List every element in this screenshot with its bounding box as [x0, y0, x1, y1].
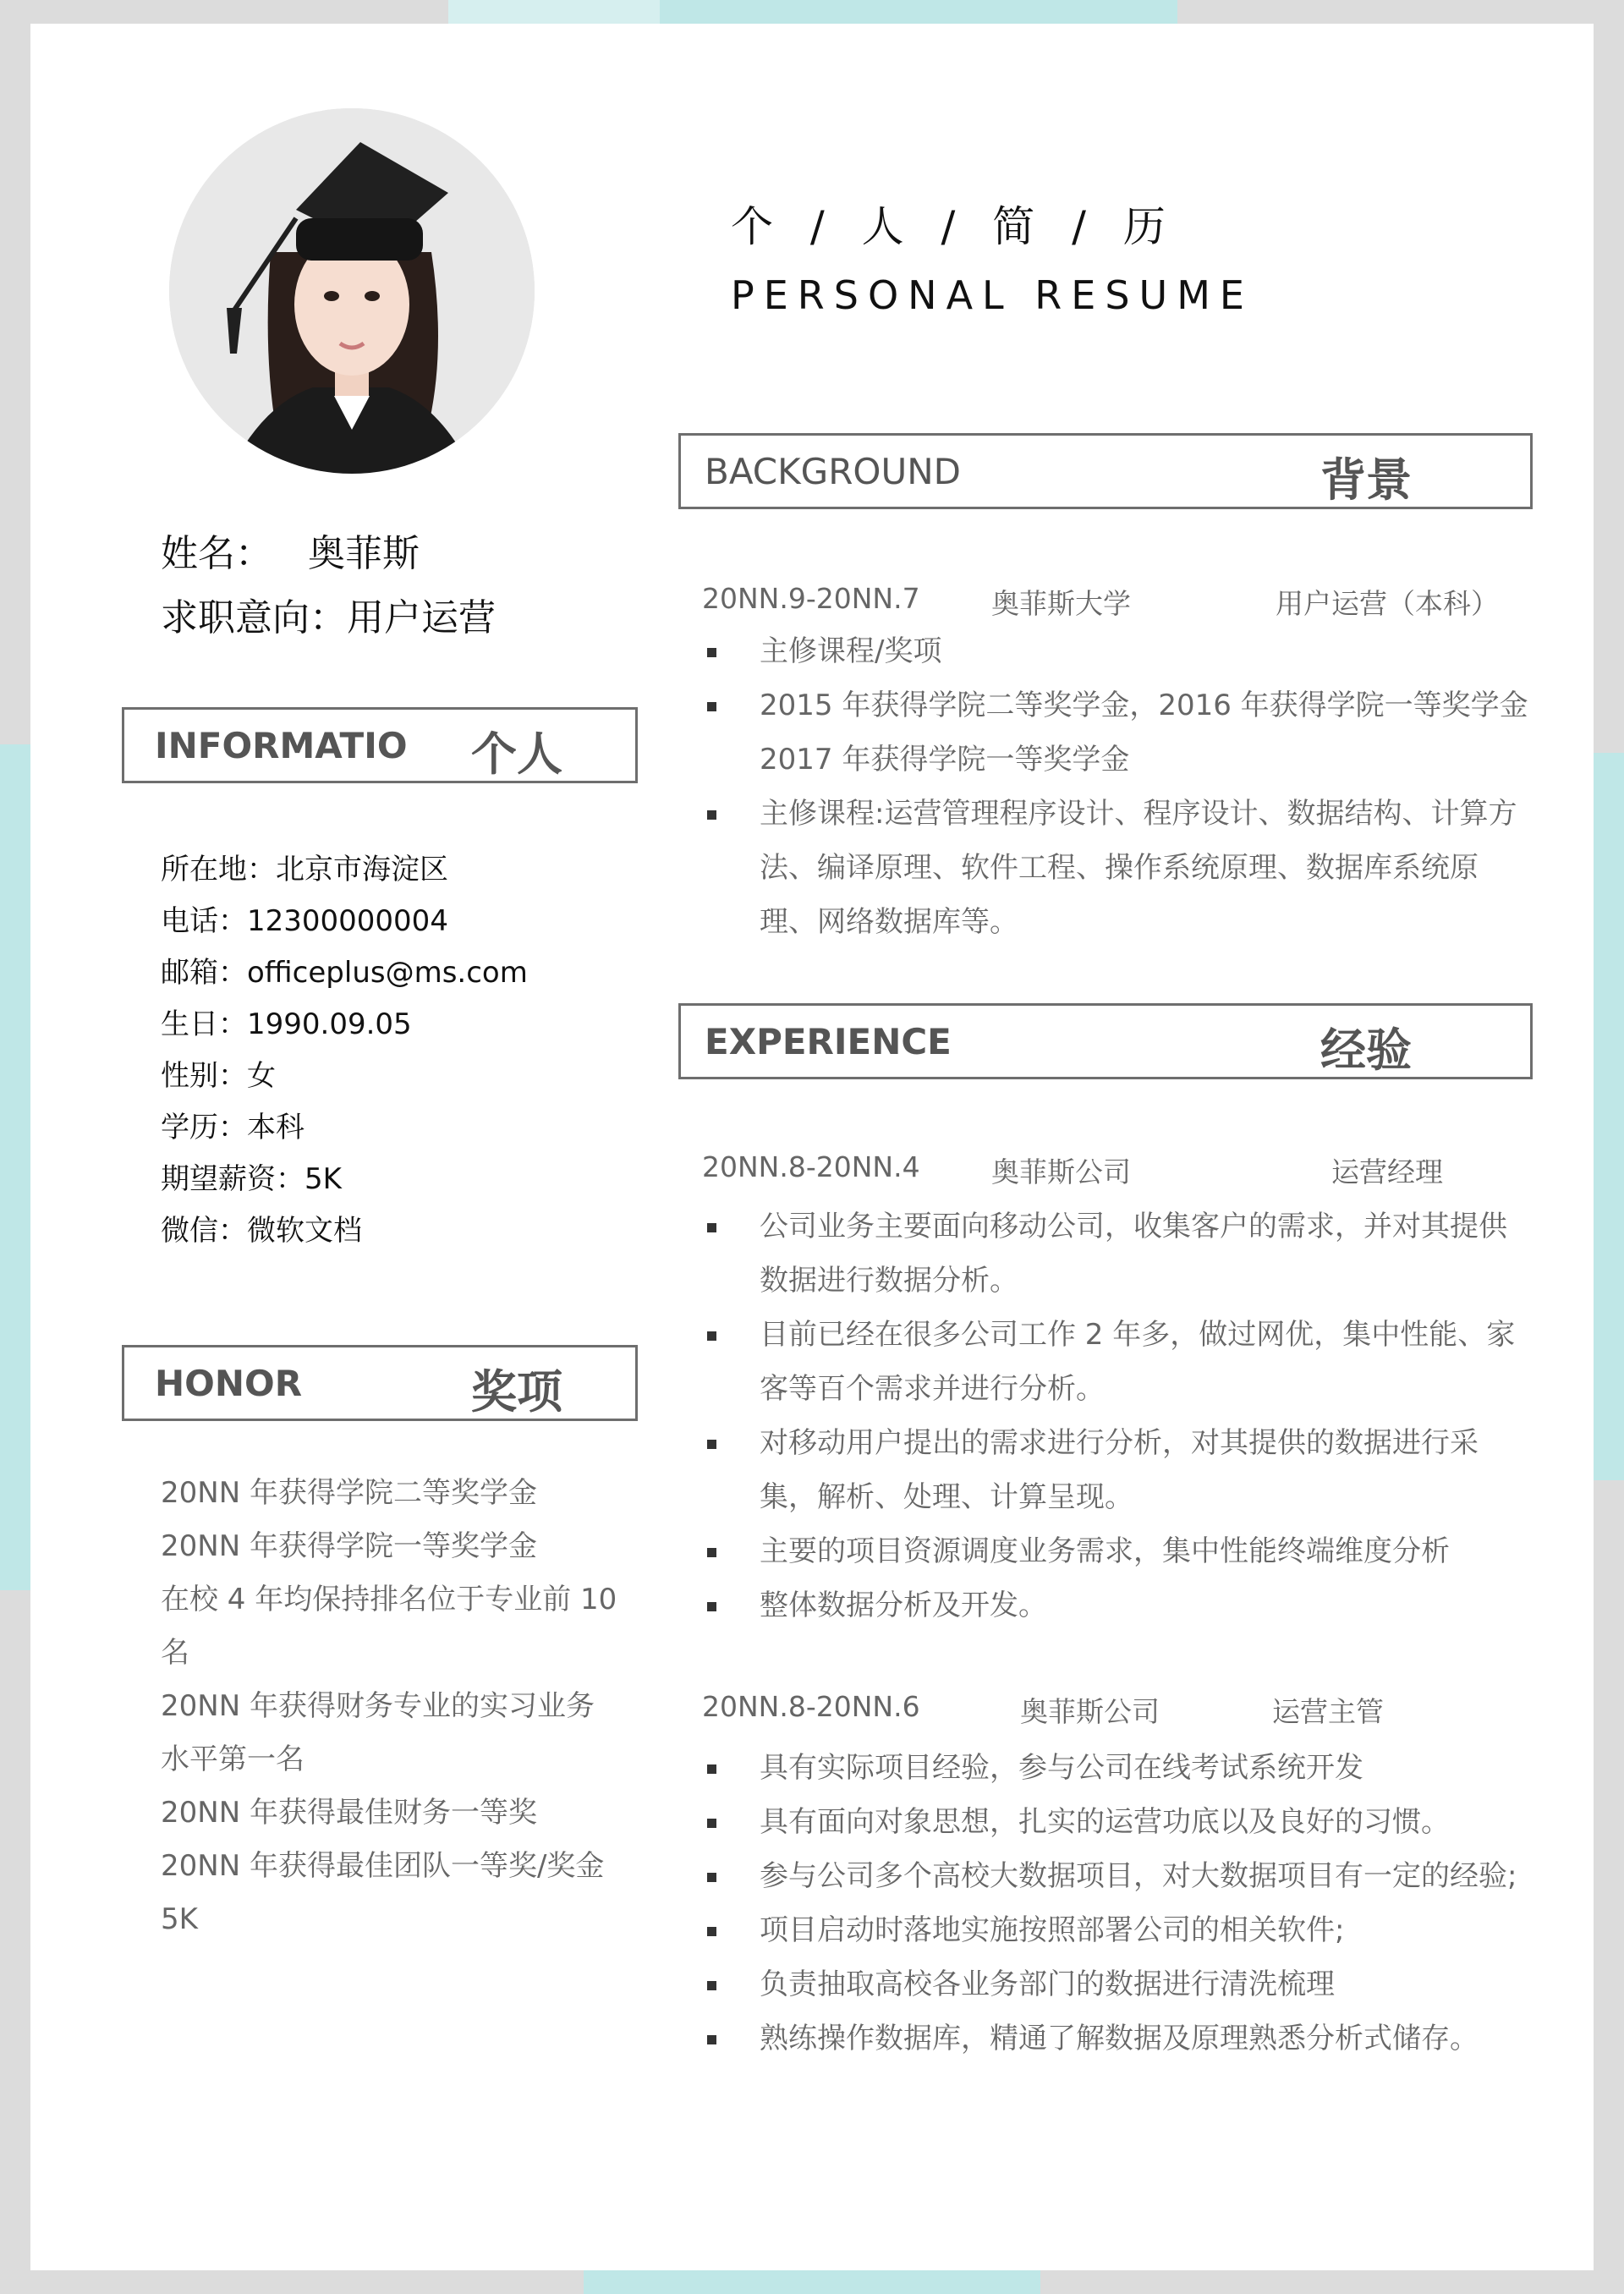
list-item: 目前已经在很多公司工作 2 年多，做过网优，集中性能、家客等百个需求并进行分析。 [702, 1308, 1531, 1416]
experience-1-company: 奥菲斯公司 [991, 1155, 1131, 1188]
experience-1-period: 20NN.8-20NN.4 [702, 1150, 920, 1183]
list-item: 具有实际项目经验，参与公司在线考试系统开发 [702, 1741, 1531, 1795]
list-item: 公司业务主要面向移动公司，收集客户的需求，并对其提供数据进行数据分析。 [702, 1199, 1531, 1308]
info-item-education: 学历：本科 [161, 1111, 304, 1144]
honor-item: 在校 4 年均保持排名位于专业前 10 名 [161, 1583, 617, 1670]
list-item: 负责抽取高校各业务部门的数据进行清洗梳理 [702, 1957, 1531, 2011]
resume-title-cn: 个 / 人 / 简 / 历 [731, 202, 1177, 251]
name-row [161, 523, 420, 577]
list-item: 整体数据分析及开发。 [702, 1578, 1531, 1633]
experience-2-bullets [702, 1741, 1531, 2066]
experience-1-bullets [702, 1199, 1531, 1633]
info-item-wechat: 微信：微软文档 [161, 1214, 362, 1248]
section-honor-header [122, 1345, 638, 1421]
info-item-salary: 期望薪资：5K [161, 1162, 342, 1196]
section-honor-cn: 奖项 [471, 1365, 562, 1419]
section-experience-cn: 经验 [1320, 1024, 1412, 1077]
section-info-en: INFORMATIO [155, 725, 408, 766]
list-item: 2015 年获得学院二等奖学金，2016 年获得学院一等奖学金 2017 年获得学院一等奖学金 [702, 678, 1531, 787]
experience-2-role: 运营主管 [1272, 1695, 1384, 1728]
background-bullets [702, 624, 1531, 949]
list-item: 主修课程:运营管理程序设计、程序设计、数据结构、计算方法、编译原理、软件工程、操作系统原理、数据库系统原理、网络数据库等。 [702, 787, 1531, 949]
resume-title-en: PERSONAL RESUME [731, 272, 1254, 318]
experience-2-period: 20NN.8-20NN.6 [702, 1690, 920, 1723]
graduate-portrait-image [169, 108, 535, 474]
section-background-cn: 背景 [1320, 453, 1412, 507]
list-item: 主要的项目资源调度业务需求，集中性能终端维度分析 [702, 1524, 1531, 1578]
intent-value: 用户运营 [347, 596, 496, 639]
honor-item: 20NN 年获得最佳团队一等奖/奖金 5K [161, 1849, 605, 1936]
list-item: 熟练操作数据库，精通了解数据及原理熟悉分析式储存。 [702, 2011, 1531, 2066]
section-background-header [678, 433, 1533, 509]
section-experience-en: EXPERIENCE [705, 1021, 952, 1062]
honor-list [161, 1467, 617, 1946]
section-experience-header [678, 1003, 1533, 1079]
intent-row [161, 587, 496, 641]
experience-1-role: 运营经理 [1331, 1155, 1443, 1188]
profile-photo [169, 108, 535, 474]
honor-item: 20NN 年获得最佳财务一等奖 [161, 1796, 537, 1830]
top-accent-bar [660, 0, 1177, 24]
info-item-birthday: 生日：1990.09.05 [161, 1007, 412, 1041]
bottom-accent-bar [584, 2270, 1040, 2294]
section-honor-en: HONOR [155, 1363, 303, 1404]
name-value: 奥菲斯 [308, 532, 420, 575]
info-item-gender: 性别：女 [161, 1059, 276, 1093]
list-item: 主修课程/奖项 [702, 624, 1531, 678]
honor-item: 20NN 年获得财务专业的实习业务水平第一名 [161, 1689, 595, 1776]
background-school: 奥菲斯大学 [991, 587, 1131, 620]
info-item-phone: 电话：12300000004 [161, 904, 448, 938]
info-item-location: 所在地：北京市海淀区 [161, 853, 448, 886]
list-item: 参与公司多个高校大数据项目，对大数据项目有一定的经验; [702, 1849, 1531, 1903]
left-accent-bar [0, 744, 30, 1590]
top-accent-bar-light [448, 0, 660, 24]
section-info-header [122, 707, 638, 783]
honor-item: 20NN 年获得学院一等奖学金 [161, 1529, 537, 1563]
experience-2-company: 奥菲斯公司 [1020, 1695, 1160, 1728]
section-background-en: BACKGROUND [705, 451, 961, 492]
list-item: 具有面向对象思想，扎实的运营功底以及良好的习惯。 [702, 1795, 1531, 1849]
honor-item: 20NN 年获得学院二等奖学金 [161, 1476, 537, 1510]
right-accent-bar [1594, 753, 1624, 1480]
name-label: 姓名： [161, 532, 272, 575]
background-period: 20NN.9-20NN.7 [702, 582, 920, 615]
background-major: 用户运营（本科） [1276, 587, 1499, 620]
section-info-cn: 个人 [471, 727, 562, 781]
intent-label: 求职意向： [161, 596, 347, 639]
list-item: 项目启动时落地实施按照部署公司的相关软件; [702, 1903, 1531, 1957]
info-item-email: 邮箱：officeplus@ms.com [161, 956, 528, 990]
info-list [161, 844, 528, 1257]
list-item: 对移动用户提出的需求进行分析，对其提供的数据进行采集，解析、处理、计算呈现。 [702, 1416, 1531, 1524]
